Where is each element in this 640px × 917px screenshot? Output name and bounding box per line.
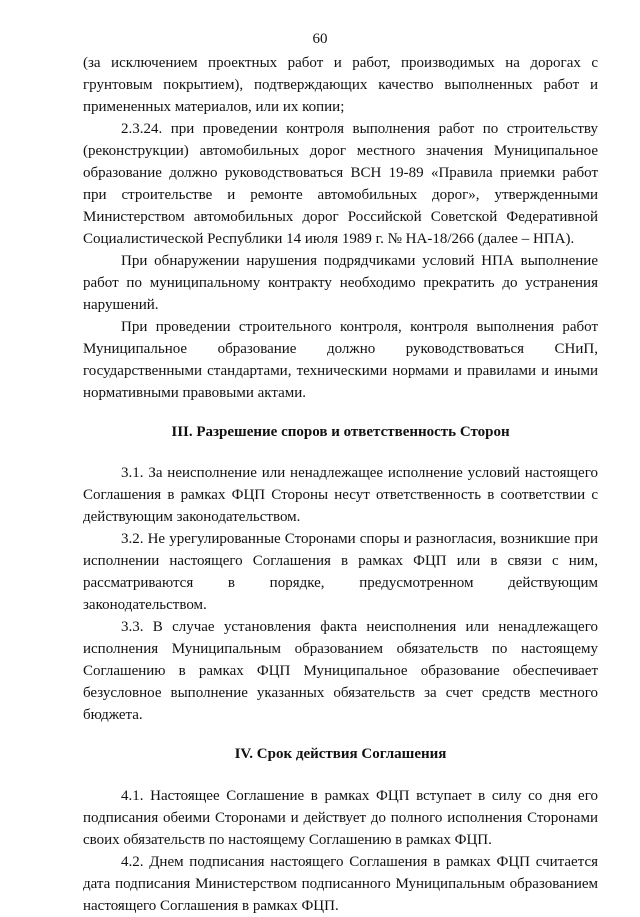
paragraph-3-2: 3.2. Не урегулированные Сторонами споры и разногласия, возникшие при исполнении настоящего Соглашения в рамках ФЦП или в связи с ним, рассматриваются в порядке, предусмотренном действующим законодательством. — [83, 531, 598, 613]
section-3-heading: III. Разрешение споров и ответственность Сторон — [171, 424, 510, 440]
paragraph-3-3: 3.3. В случае установления факта неисполнения или ненадлежащего исполнения Муниципальным образованием обязательств по настоящему Соглашению в рамках ФЦП Муниципальное образование обеспечивает безусловное выполнение указанных обязательств за счет средств местного бюджета. — [83, 619, 598, 723]
paragraph-4-1: 4.1. Настоящее Соглашение в рамках ФЦП вступает в силу со дня его подписания обеими Сторонами и действует до полного исполнения Сторонами своих обязательств по настоящему Соглашению в рамках ФЦП. — [83, 788, 598, 848]
paragraph-construction-control: При проведении строительного контроля, контроля выполнения работ Муниципальное образование должно руководствоваться СНиП, государственными стандартами, техническими нормами и правилами и иными нормативными правовыми актами. — [83, 319, 598, 401]
page-number: 60 — [312, 31, 328, 47]
paragraph-4-2: 4.2. Днем подписания настоящего Соглашения в рамках ФЦП считается дата подписания Министерством подписанного Муниципальным образованием настоящего Соглашения в рамках ФЦП. — [83, 854, 598, 914]
paragraph-npa-violation: При обнаружении нарушения подрядчиками условий НПА выполнение работ по муниципальному контракту необходимо прекратить до устранения нарушений. — [83, 253, 598, 313]
document-page — [83, 52, 598, 917]
paragraph-3-1: 3.1. За неисполнение или ненадлежащее исполнение условий настоящего Соглашения в рамках ФЦП Стороны несут ответственность в соответствии с действующим законодательством. — [83, 465, 598, 525]
paragraph-continuation: (за исключением проектных работ и работ, производимых на дорогах с грунтовым покрытием), подтверждающих качество выполненных работ и примененных материалов, или их копии; — [83, 55, 598, 115]
section-4-heading: IV. Срок действия Соглашения — [234, 746, 447, 762]
paragraph-2-3-24: 2.3.24. при проведении контроля выполнения работ по строительству (реконструкции) автомобильных дорог местного значения Муниципальное образование должно руководствоваться ВСН 19-89 «Правила приемки работ при строительстве и ремонте автомобильных дорог», утвержденными Министерством автомобильных дорог Российской Советской Федеративной Социалистической Республики 14 июля 1989 г. № НА-18/266 (далее – НПА). — [83, 121, 598, 247]
